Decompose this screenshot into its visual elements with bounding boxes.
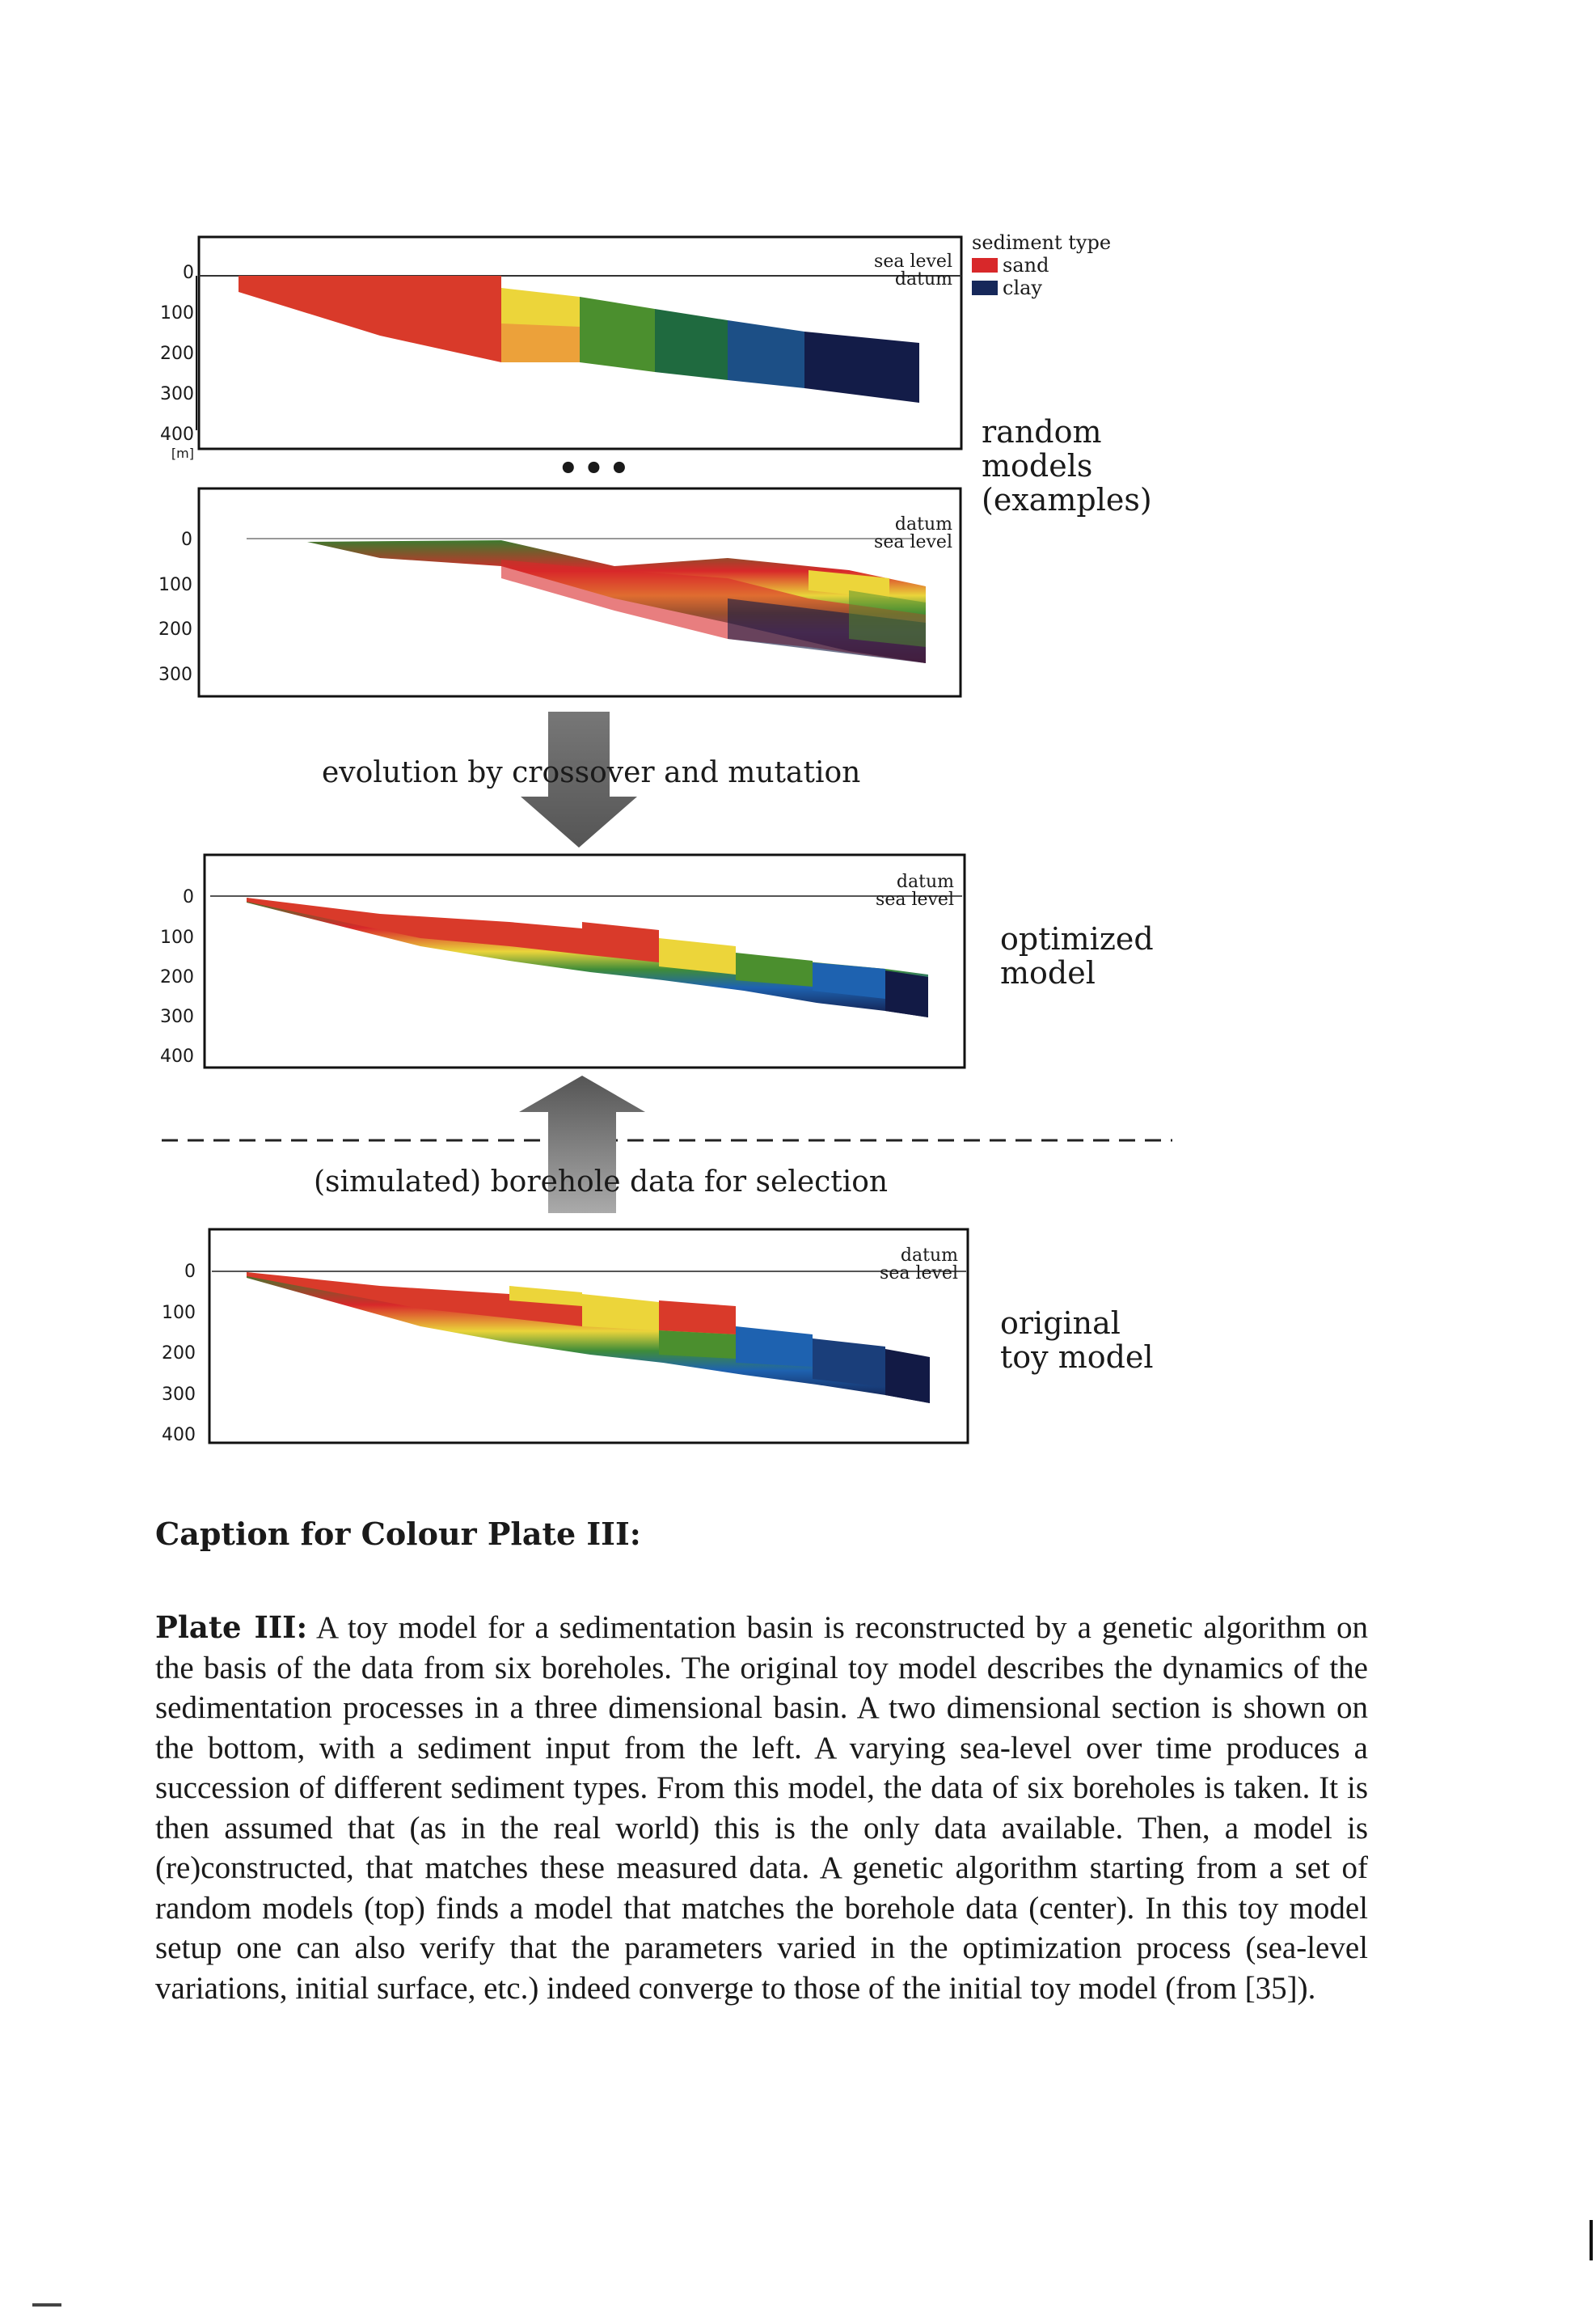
tick: 400 — [160, 425, 194, 445]
line-label: sea level — [874, 532, 952, 552]
panel1-line-labels — [857, 253, 952, 289]
tick: 100 — [158, 575, 192, 595]
panel3-line-labels — [857, 873, 954, 909]
tick: 200 — [160, 344, 194, 364]
page-edge-mark — [32, 2303, 61, 2307]
legend-label: clay — [1003, 277, 1042, 299]
line-label: datum — [896, 872, 954, 892]
tick: 300 — [162, 1385, 196, 1405]
axis-unit: [m] — [171, 446, 194, 461]
clay-swatch — [972, 281, 998, 295]
line-label: datum — [900, 1245, 958, 1266]
panel-random-model-1 — [196, 237, 961, 449]
line-label: sea level — [880, 1263, 958, 1283]
label-line: random — [982, 414, 1102, 450]
sand-swatch — [972, 258, 998, 273]
tick: 100 — [160, 303, 194, 323]
caption-body — [155, 1608, 1368, 2008]
panel2-line-labels — [857, 516, 952, 552]
label-line: toy model — [1000, 1339, 1154, 1375]
line-label: sea level — [874, 252, 952, 272]
label-line: (examples) — [982, 482, 1152, 518]
panel-original-model — [209, 1229, 968, 1443]
tick: 400 — [162, 1425, 196, 1445]
tick: 300 — [160, 1007, 194, 1027]
caption-text: A toy model for a sedimentation basin is reconstructed by a genetic algorithm on the basis of the data from six boreholes. The original toy model describes the dynamics of the sedimentation processes in a three dimensional basin. A two dimensional section is shown on the bottom, with a sediment input from the left. A varying sea-level over time produces a succession of different sediment types. From this model, the data of six boreholes is taken. It is then assumed that (as in the real world) this is the only data available. Then, a model is (re)constructed, that matches these measured data. A genetic algorithm starting from a set of random models (top) finds a model that matches the borehole data (center). In this toy model setup one can also verify that the parameters varied in the optimization process (sea-level variations, initial surface, etc.) indeed converge to those of the initial toy model (from [35]). — [155, 1610, 1368, 2006]
page-edge-mark — [1590, 2220, 1593, 2260]
random-models-label — [982, 415, 1152, 517]
tick: 100 — [162, 1303, 196, 1323]
label-line: models — [982, 448, 1093, 484]
tick: 200 — [162, 1343, 196, 1364]
line-label: datum — [894, 269, 952, 290]
tick: 400 — [160, 1047, 194, 1067]
tick: 200 — [158, 619, 192, 640]
line-label: sea level — [876, 890, 954, 910]
legend-title: sediment type — [972, 231, 1112, 254]
legend-label: sand — [1003, 254, 1049, 277]
legend-item-clay — [972, 277, 1111, 299]
ellipsis: ••• — [558, 450, 635, 488]
original-toy-model-label — [1000, 1306, 1154, 1374]
tick: 0 — [181, 530, 192, 550]
line-label: datum — [894, 514, 952, 535]
tick: 300 — [160, 384, 194, 404]
caption-heading: Caption for Colour Plate III: — [155, 1516, 641, 1552]
sediment-legend — [972, 231, 1111, 299]
tick: 0 — [183, 887, 194, 907]
panel-optimized-model — [205, 855, 965, 1068]
plate-label: Plate III: — [155, 1609, 308, 1645]
borehole-label: (simulated) borehole data for selection — [314, 1165, 889, 1199]
evolution-label: evolution by crossover and mutation — [322, 756, 861, 789]
label-line: optimized — [1000, 921, 1154, 957]
label-line: original — [1000, 1305, 1121, 1341]
legend-item-sand — [972, 254, 1111, 277]
tick: 0 — [184, 1262, 196, 1282]
panel4-line-labels — [861, 1247, 958, 1283]
panel-random-model-2 — [199, 488, 961, 696]
tick: 300 — [158, 665, 192, 685]
label-line: model — [1000, 955, 1096, 991]
tick: 0 — [183, 263, 194, 283]
tick: 200 — [160, 967, 194, 987]
tick: 100 — [160, 928, 194, 948]
optimized-model-label — [1000, 922, 1154, 990]
